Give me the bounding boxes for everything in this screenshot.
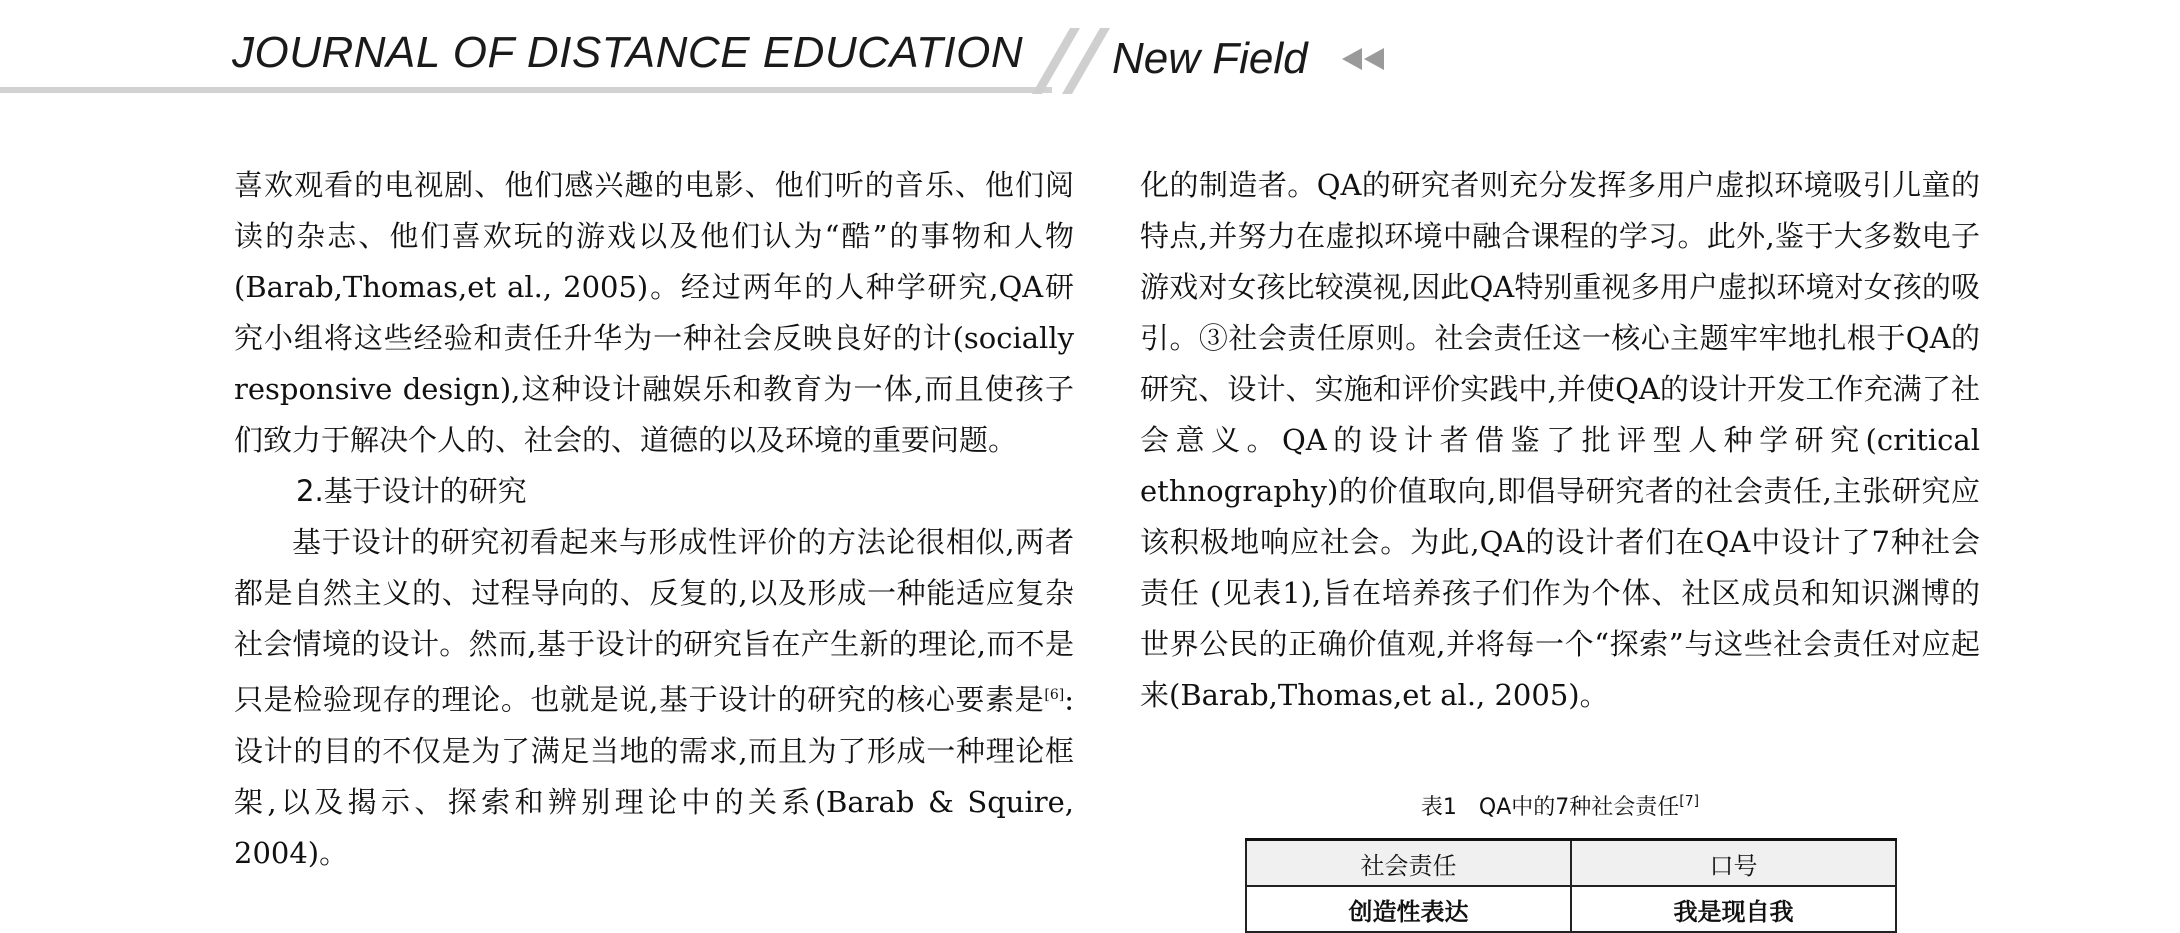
citation-ref-6: [6] bbox=[1044, 687, 1065, 703]
left-column bbox=[234, 160, 1074, 879]
table-caption bbox=[1140, 790, 1980, 821]
left-paragraph-1: 喜欢观看的电视剧、他们感兴趣的电影、他们听的音乐、他们阅读的杂志、他们喜欢玩的游戏以及他们认为“酷”的事物和人物(Barab,Thomas,et al., 2005)。经过两年的人种学研究,QA研究小组将这些经验和责任升华为一种社会反映良好的计(socially responsive design),这种设计融娱乐和教育为一体,而且使孩子们致力于解决个人的、社会的、道德的以及环境的重要问题。 bbox=[234, 168, 1074, 457]
table-row bbox=[1246, 886, 1896, 932]
section-title: New Field bbox=[1112, 34, 1308, 83]
right-paragraph-1: 化的制造者。QA的研究者则充分发挥多用户虚拟环境吸引儿童的特点,并努力在虚拟环境中融合课程的学习。此外,鉴于大多数电子游戏对女孩比较漠视,因此QA特别重视多用户虚拟环境对女孩的吸引。③社会责任原则。社会责任这一核心主题牢牢地扎根于QA的研究、设计、实施和评价实践中,并使QA的设计开发工作充满了社会意义。QA的设计者借鉴了批评型人种学研究(critical ethnography)的价值取向,即倡导研究者的社会责任,主张研究应该积极地响应社会。为此,QA的设计者们在QA中设计了7种社会责任 (见表1),旨在培养孩子们作为个体、社区成员和知识渊博的世界公民的正确价值观,并将每一个“探索”与这些社会责任对应起来(Barab,Thomas,et al., 2005)。 bbox=[1140, 168, 1980, 712]
journal-title: JOURNAL OF DISTANCE EDUCATION bbox=[232, 28, 1024, 77]
table-cell: 我是现自我 bbox=[1571, 886, 1896, 932]
left-paragraph-2-text-b: :设计的目的不仅是为了满足当地的需求,而且为了形成一种理论框架,以及揭示、探索和辨别理论中的关系(Barab & Squire, 2004)。 bbox=[234, 682, 1074, 870]
section-heading: 2.基于设计的研究 bbox=[296, 474, 527, 508]
header-rule bbox=[0, 87, 1052, 93]
citation-ref-7: [7] bbox=[1679, 793, 1700, 810]
header-slash-decoration bbox=[1030, 28, 1120, 98]
table-header-row bbox=[1246, 840, 1896, 887]
left-paragraph-2-text-a: 基于设计的研究初看起来与形成性评价的方法论很相似,两者都是自然主义的、过程导向的、反复的,以及形成一种能适应复杂社会情境的设计。然而,基于设计的研究旨在产生新的理论,而不是只是检验现存的理论。也就是说,基于设计的研究的核心要素是 bbox=[234, 525, 1074, 717]
social-responsibility-table bbox=[1245, 838, 1897, 933]
right-column bbox=[1140, 160, 1980, 721]
table-header-cell: 口号 bbox=[1571, 840, 1896, 887]
table-caption-text: 表1 QA中的7种社会责任 bbox=[1420, 795, 1680, 820]
table-cell: 创造性表达 bbox=[1246, 886, 1571, 932]
table-header-cell: 社会责任 bbox=[1246, 840, 1571, 887]
left-paragraph-2 bbox=[234, 517, 1074, 879]
double-left-arrow-icon bbox=[1340, 46, 1386, 72]
